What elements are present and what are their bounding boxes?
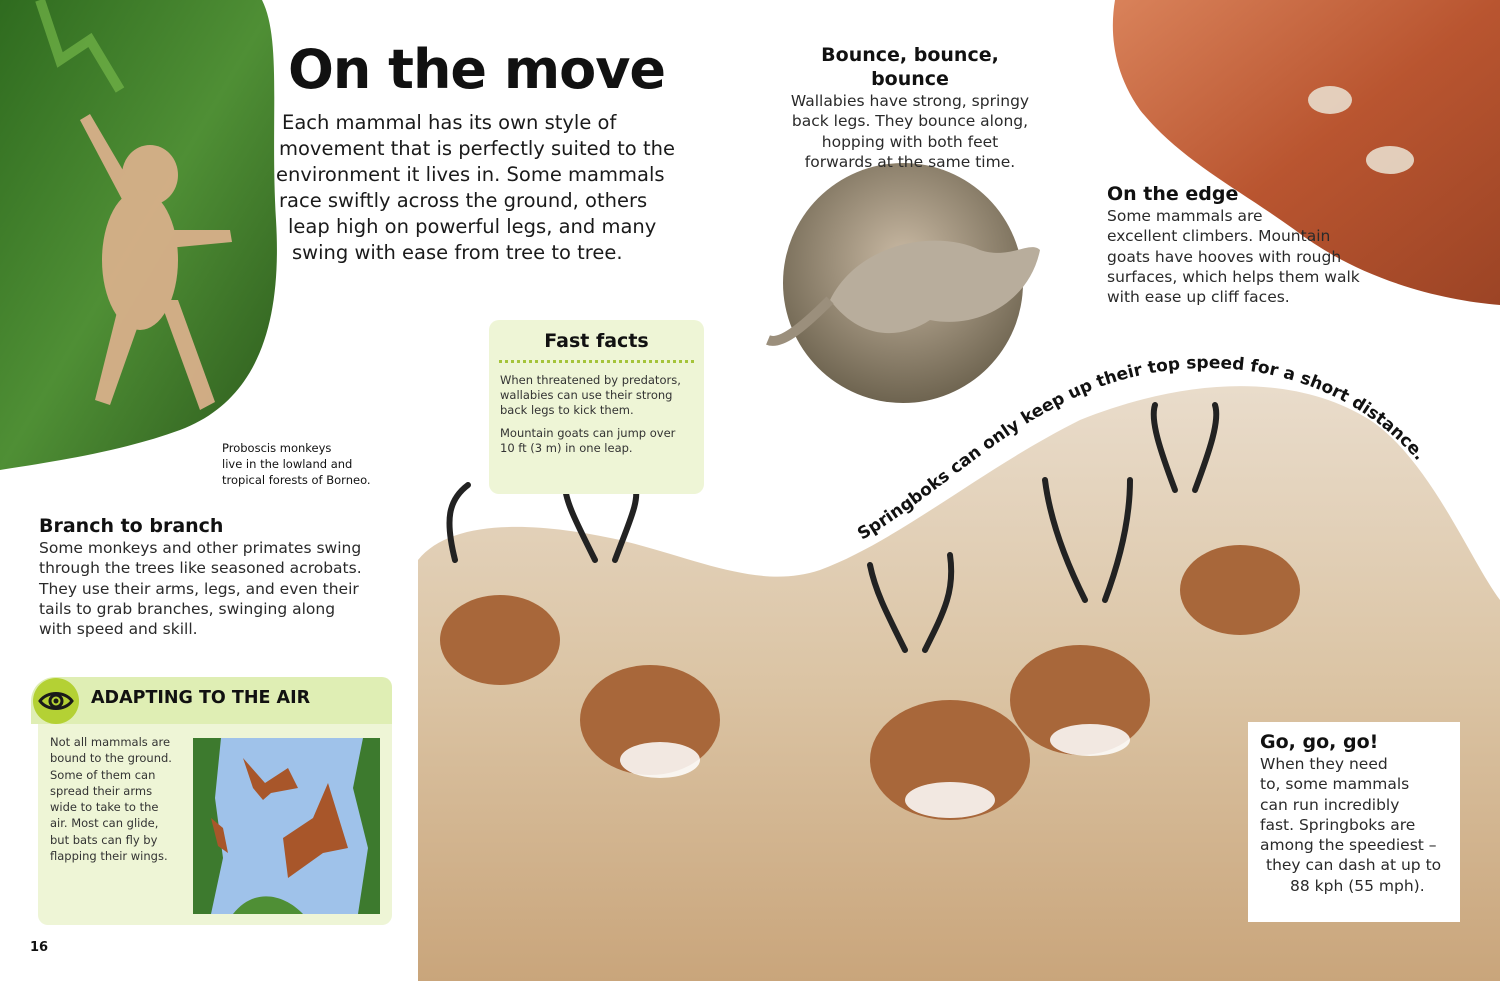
body-line: They use their arms, legs, and even their — [39, 579, 359, 598]
body-line: 88 kph (55 mph). — [1290, 876, 1425, 895]
body-line: Some monkeys and other primates swing — [39, 539, 362, 557]
body-line: they can dash at up to — [1266, 856, 1442, 875]
body-line: with speed and skill. — [39, 620, 198, 639]
intro-line: swing with ease from tree to tree. — [292, 241, 623, 264]
body-line: wide to take to the — [50, 800, 159, 815]
adapting-body — [50, 734, 172, 864]
fact-line: When threatened by predators, — [500, 373, 681, 387]
bounce-heading: Bounce, bounce, bounce — [821, 44, 999, 90]
intro-line: environment it lives in. Some mammals — [276, 163, 665, 186]
springbok-curved-caption: Springboks can only keep up their top speed for a short distance. — [854, 352, 1430, 545]
branch-body — [39, 538, 362, 639]
intro-line: movement that is perfectly suited to the — [279, 137, 675, 160]
fact-line: Mountain goats can jump over — [500, 426, 676, 440]
edge-section — [1107, 182, 1360, 307]
gogo-section — [1260, 730, 1441, 896]
body-line: but bats can fly by — [50, 832, 158, 847]
body-line: Not all mammals are — [50, 735, 171, 749]
bounce-section — [780, 43, 1040, 172]
page-title: On the move — [288, 38, 666, 101]
caption-line: Proboscis monkeys — [222, 441, 332, 455]
edge-body — [1107, 206, 1360, 307]
gogo-body — [1260, 754, 1441, 896]
intro-line: race swiftly across the ground, others — [279, 189, 648, 212]
body-line: Some of them can — [50, 767, 156, 782]
fast-fact — [500, 426, 694, 456]
body-line: tails to grab branches, swinging along — [39, 599, 336, 618]
body-line: with ease up cliff faces. — [1107, 288, 1290, 307]
fast-fact — [500, 373, 694, 418]
intro-line: leap high on powerful legs, and many — [288, 215, 657, 238]
body-line: bound to the ground. — [50, 751, 172, 766]
body-line: goats have hooves with rough — [1107, 247, 1342, 266]
eye-icon — [33, 678, 79, 724]
svg-text:Springboks can only keep up th — [854, 353, 1429, 544]
intro-paragraph — [276, 110, 696, 266]
body-line: forwards at the same time. — [804, 152, 1016, 171]
branch-section — [39, 514, 362, 639]
body-line: among the speediest – — [1260, 836, 1437, 855]
body-line: surfaces, which helps them walk — [1107, 267, 1360, 286]
body-line: flapping their wings. — [50, 849, 168, 864]
body-line: Wallabies have strong, springy — [790, 92, 1030, 110]
body-line: air. Most can glide, — [50, 816, 159, 831]
caption-line: tropical forests of Borneo. — [222, 473, 371, 487]
body-line: hopping with both feet — [821, 132, 999, 151]
fact-line: wallabies can use their strong — [500, 388, 673, 402]
body-line: spread their arms — [50, 783, 153, 798]
intro-line: Each mammal has its own style of — [282, 111, 617, 134]
adapting-heading: ADAPTING TO THE AIR — [91, 688, 311, 708]
caption-line: live in the lowland and — [222, 457, 353, 471]
branch-heading: Branch to branch — [39, 515, 224, 537]
bounce-body — [780, 91, 1040, 172]
body-line: can run incredibly — [1260, 795, 1400, 814]
fast-facts-box — [489, 320, 704, 494]
body-line: excellent climbers. Mountain — [1107, 227, 1331, 246]
body-line: fast. Springboks are — [1260, 815, 1416, 834]
fact-line: 10 ft (3 m) in one leap. — [500, 441, 633, 455]
page-number: 16 — [30, 940, 49, 955]
gogo-heading: Go, go, go! — [1260, 731, 1379, 753]
fact-line: back legs to kick them. — [500, 403, 634, 417]
dotted-divider — [499, 360, 694, 363]
bats-photo — [193, 738, 380, 914]
body-line: back legs. They bounce along, — [791, 112, 1029, 131]
fast-facts-heading: Fast facts — [544, 330, 649, 352]
body-line: to, some mammals — [1260, 775, 1410, 794]
monkey-caption — [222, 440, 371, 488]
body-line: through the trees like seasoned acrobats. — [39, 559, 362, 578]
body-line: When they need — [1260, 755, 1388, 773]
body-line: Some mammals are — [1107, 207, 1263, 225]
edge-heading: On the edge — [1107, 183, 1239, 205]
